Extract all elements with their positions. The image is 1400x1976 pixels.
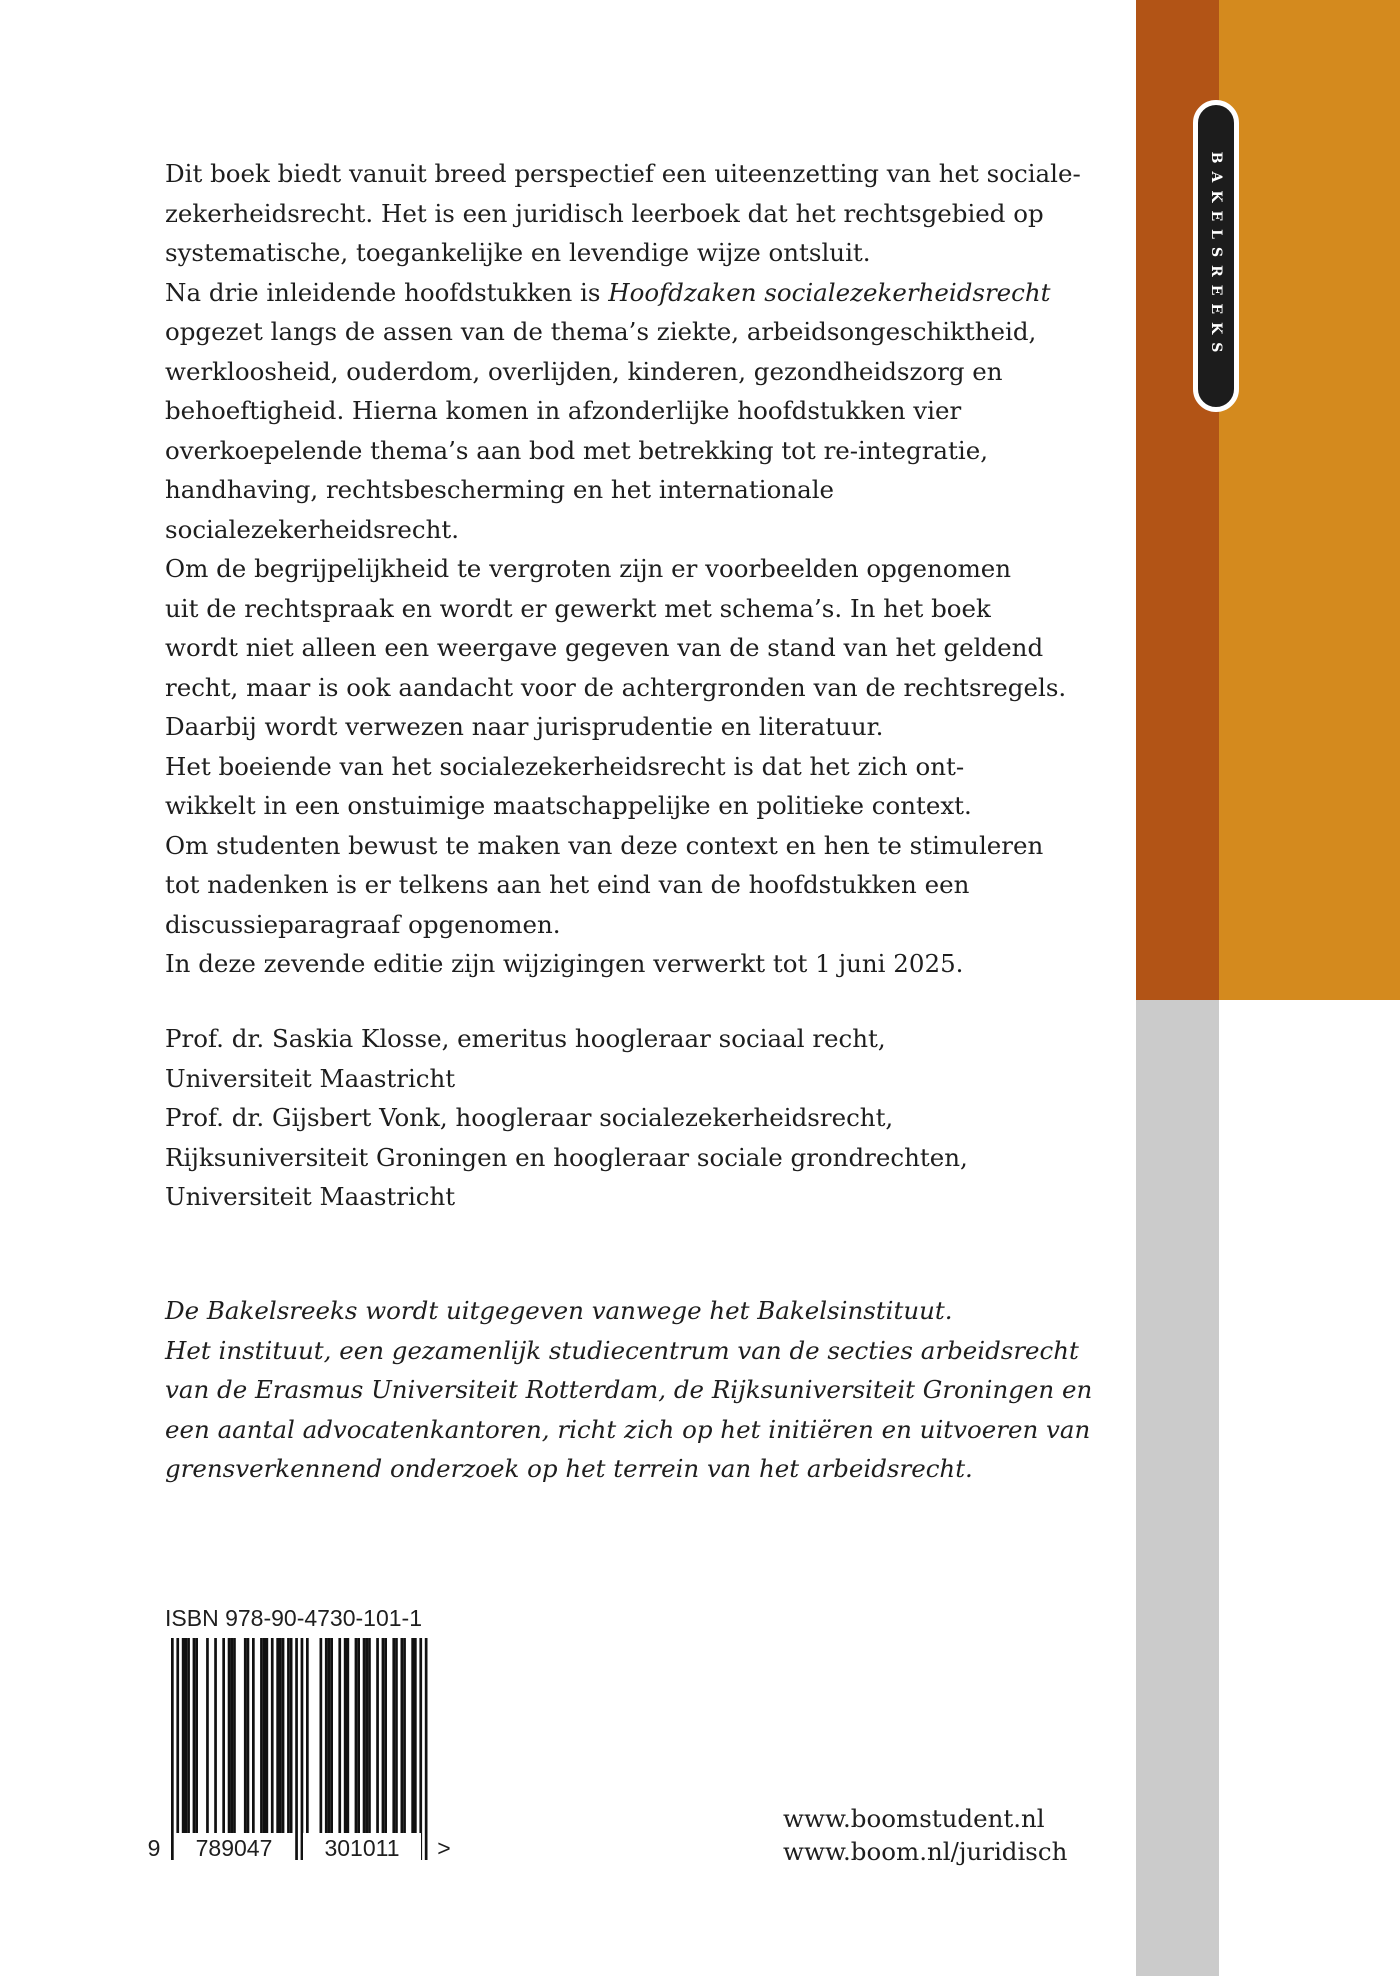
barcode-bar <box>206 1638 209 1834</box>
barcode-bar <box>306 1638 309 1834</box>
barcode-digit-group: > <box>431 1833 457 1863</box>
barcode-bar <box>325 1638 328 1834</box>
institute-line: een aantal advocatenkantoren, richt zich op het initiëren en uitvoeren van <box>165 1414 1091 1444</box>
barcode-bar <box>392 1638 395 1834</box>
barcode-bar <box>425 1638 428 1860</box>
barcode-bar <box>295 1638 298 1860</box>
barcode-bar <box>230 1638 233 1834</box>
barcode-bar <box>187 1638 190 1834</box>
barcode-bar <box>263 1638 266 1834</box>
description-line: Om studenten bewust te maken van deze context en hen te stimuleren <box>165 830 1044 860</box>
institute-line: van de Erasmus Universiteit Rotterdam, de Rijksuniversiteit Groningen en <box>165 1375 1093 1404</box>
barcode-bar <box>347 1638 350 1834</box>
description-line: systematische, toegankelijke en levendige wijze ontsluit. <box>165 238 871 267</box>
description-line: wordt niet alleen een weergave gegeven van de stand van het geldend <box>165 633 1044 662</box>
barcode-bar <box>222 1638 225 1834</box>
barcode-bar <box>252 1638 255 1834</box>
barcode-bar <box>260 1638 263 1834</box>
barcode-bar <box>382 1638 385 1834</box>
description-line: wikkelt in een onstuimige maatschappelijke en politieke context. <box>165 791 972 820</box>
barcode-bar <box>344 1638 347 1834</box>
barcode-bar <box>171 1638 174 1860</box>
barcode-bar <box>233 1638 236 1834</box>
description-line: In deze zevende editie zijn wijzigingen verwerkt tot 1 juni 2025. <box>165 949 964 978</box>
description-line: werkloosheid, ouderdom, overlijden, kinderen, gezondheidszorg en <box>165 356 1003 386</box>
barcode-bar <box>338 1638 341 1834</box>
author-credits <box>165 1019 1105 1217</box>
description-line: handhaving, rechtsbescherming en het internationale <box>165 475 835 504</box>
book-description <box>165 154 1105 984</box>
author-line: Universiteit Maastricht <box>165 1063 456 1093</box>
barcode-digit-group: 789047 <box>175 1833 293 1863</box>
barcode-bar <box>384 1638 387 1834</box>
barcode-bar <box>363 1638 366 1834</box>
description-line: Om de begrijpelijkheid te vergroten zijn er voorbeelden opgenomen <box>165 554 1012 583</box>
barcode-bar <box>185 1638 188 1834</box>
cover-band-white <box>1219 1000 1400 1976</box>
description-line: zekerheidsrecht. Het is een juridisch leerboek dat het rechtsgebied op <box>165 198 1044 228</box>
barcode-bar <box>395 1638 398 1834</box>
barcode-bar <box>301 1638 304 1860</box>
barcode-bar <box>330 1638 333 1834</box>
description-line: socialezekerheidsrecht. <box>165 514 459 544</box>
institute-line: grensverkennend onderzoek op het terrein van het arbeidsrecht. <box>165 1454 973 1483</box>
institute-line: Het instituut, een gezamenlijk studiecentrum van de secties arbeidsrecht <box>165 1335 1079 1365</box>
description-line-with-title <box>165 273 1105 313</box>
description-line: tot nadenken is er telkens aan het eind van de hoofdstukken een <box>165 870 970 899</box>
barcode-digit-group: 301011 <box>303 1833 421 1863</box>
barcode-bar <box>414 1638 417 1834</box>
barcode-bar <box>271 1638 274 1834</box>
description-line: opgezet langs de assen van de thema’s ziekte, arbeidsongeschiktheid, <box>165 317 1037 346</box>
barcode-bar <box>228 1638 231 1834</box>
series-tab <box>1193 100 1239 412</box>
author-line: Prof. dr. Saskia Klosse, emeritus hoogleraar sociaal recht, <box>165 1024 886 1053</box>
barcode-bar <box>176 1638 179 1860</box>
description-line: Dit boek biedt vanuit breed perspectief een uiteenzetting van het sociale- <box>165 159 1081 188</box>
series-label: BAKELSREEKS <box>1208 151 1224 361</box>
institute-line: De Bakelsreeks wordt uitgegeven vanwege het Bakelsinstituut. <box>165 1296 953 1325</box>
institute-note <box>165 1291 1105 1489</box>
barcode-bar <box>193 1638 196 1834</box>
book-title: Hoofdzaken socialezekerheidsrecht <box>608 277 1051 307</box>
barcode-bar <box>411 1638 414 1834</box>
description-line: overkoepelende thema’s aan bod met betrekking tot re-integratie, <box>165 435 988 465</box>
barcode-bar <box>368 1638 371 1834</box>
website-link[interactable]: www.boomstudent.nl <box>783 1804 1045 1833</box>
barcode-bar <box>214 1638 217 1834</box>
barcode-bar <box>401 1638 404 1834</box>
cover-band-light <box>1219 0 1400 1000</box>
barcode-bar <box>419 1638 422 1860</box>
description-line: Het boeiende van het socialezekerheidsrecht is dat het zich ont- <box>165 751 965 781</box>
barcode-bar <box>320 1638 323 1834</box>
barcode-bar <box>365 1638 368 1834</box>
barcode-bar <box>355 1638 358 1834</box>
isbn-label: ISBN 978-90-4730-101-1 <box>165 1605 422 1631</box>
barcode-bar <box>182 1638 185 1834</box>
barcode-bar <box>328 1638 331 1834</box>
barcode-bar <box>279 1638 282 1834</box>
barcode-bar <box>287 1638 290 1834</box>
description-line: recht, maar is ook aandacht voor de achtergronden van de rechtsregels. <box>165 672 1067 702</box>
barcode-bar <box>266 1638 269 1834</box>
description-line: uit de rechtspraak en wordt er gewerkt met schema’s. In het boek <box>165 593 991 623</box>
author-line: Rijksuniversiteit Groningen en hoogleraar sociale grondrechten, <box>165 1142 968 1172</box>
barcode-bar <box>357 1638 360 1834</box>
barcode-bar <box>276 1638 279 1834</box>
description-line: discussieparagraaf opgenomen. <box>165 909 561 939</box>
author-line: Prof. dr. Gijsbert Vonk, hoogleraar socialezekerheidsrecht, <box>165 1103 894 1132</box>
barcode-bar <box>282 1638 285 1834</box>
websites <box>783 1802 1067 1868</box>
barcode-digits <box>143 1833 459 1863</box>
barcode <box>143 1638 459 1860</box>
barcode-bar <box>247 1638 250 1834</box>
barcode-bar <box>244 1638 247 1834</box>
website-link[interactable]: www.boom.nl/juridisch <box>783 1837 1068 1866</box>
barcode-bar <box>403 1638 406 1834</box>
barcode-bar <box>290 1638 293 1834</box>
cover-band-grey <box>1136 1000 1219 1976</box>
author-line: Universiteit Maastricht <box>165 1182 456 1211</box>
barcode-bar <box>195 1638 198 1834</box>
description-line: Daarbij wordt verwezen naar jurisprudentie en literatuur. <box>165 712 884 741</box>
description-line: Na drie inleidende hoofdstukken is <box>165 277 609 307</box>
barcode-bar <box>376 1638 379 1834</box>
barcode-digit-group: 9 <box>143 1833 165 1863</box>
description-line: behoeftigheid. Hierna komen in afzonderlijke hoofdstukken vier <box>165 396 962 425</box>
